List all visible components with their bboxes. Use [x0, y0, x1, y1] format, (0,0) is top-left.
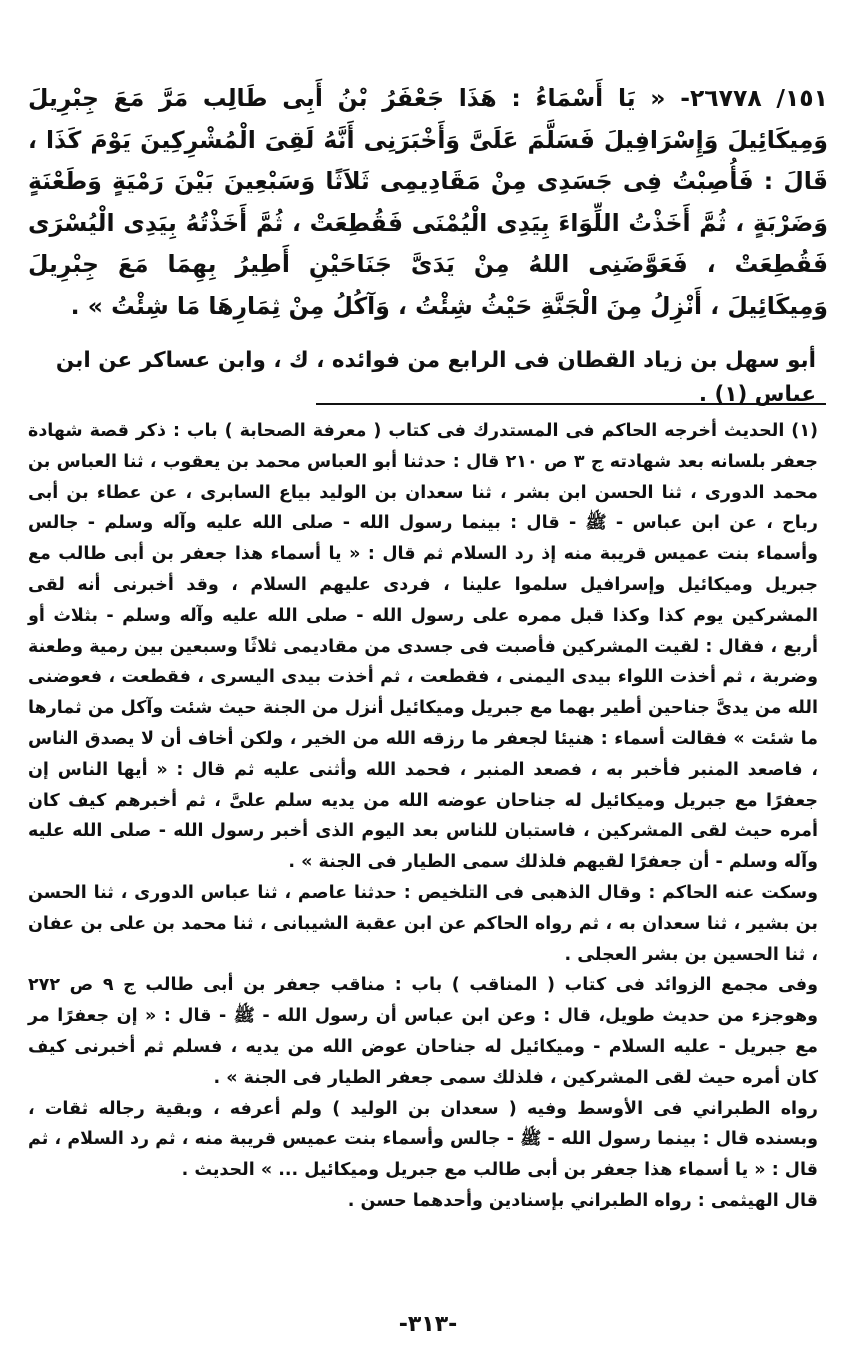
- footnote-paragraph: وفى مجمع الزوائد فى كتاب ( المناقب ) باب : مناقب جعفر بن أبى طالب ج ٩ ص ٢٧٢ وهوجزء من حديث طويل، قال : وعن ابن عباس أن رسول الله - ﷺ - قال : « إن جعفرًا مر مع جبريل - عليه السلام - وميكائيل له جناحان عوض الله من يديه ، فسلم ثم أخبرنى كيف كان أمره حيث لقى المشركين ، فلذلك سمى جعفر الطيار فى الجنة » .: [28, 975, 818, 1088]
- footnote-divider: [316, 403, 826, 405]
- footnote-paragraph: رواه الطبراني فى الأوسط وفيه ( سعدان بن الوليد ) ولم أعرفه ، وبقية رجاله ثقات ، وبسنده قال : بينما رسول الله - ﷺ - جالس وأسماء بنت عميس قريبة منه ، ثم رد السلام ، ثم قال : « يا أسماء هذا جعفر بن أبى طالب مع جبريل وميكائيل ... » الحديث .: [28, 1098, 818, 1181]
- page-number: -٣١٣-: [398, 1312, 458, 1337]
- hadith-paragraph: ١٥١/ ٢٦٧٧٨- « يَا أَسْمَاءُ : هَذَا جَعْفَرُ بْنُ أَبِى طَالِب مَرَّ مَعَ جِبْرِيلَ وَمِيكَائِيلَ وَإِسْرَافِيلَ فَسَلَّمَ عَلَىَّ وَأَخْبَرَنِى أَنَّهُ لَقِىَ الْمُشْرِكِينَ يَوْمَ كَذَا ، قَالَ : فَأُصِبْتُ فِى جَسَدِى مِنْ مَقَادِيمِى ثَلاَثًا وَسَبْعِينَ بَيْنَ رَمْيَةٍ وَطَعْنَةٍ وَضَرْبَةٍ ، ثُمَّ أَخَذْتُ اللِّوَاءَ بِيَدِى الْيُمْنَى فَقُطِعَتْ ، ثُمَّ أَخَذْتُهُ بِيَدِى الْيُسْرَى فَقُطِعَتْ ، فَعَوَّضَنِى اللهُ مِنْ يَدَىَّ جَنَاحَيْنِ أَطِيرُ بِهِمَا مَعَ جِبْرِيلَ وَمِيكَائِيلَ ، أَنْزِلُ مِنَ الْجَنَّةِ حَيْثُ شِئْتُ ، وَآكُلُ مِنْ ثِمَارِهَا مَا شِئْتُ » .: [28, 84, 828, 320]
- footnote-paragraph: (١) الحديث أخرجه الحاكم فى المستدرك فى كتاب ( معرفة الصحابة ) باب : ذكر قصة شهادة جعفر بلسانه بعد شهادته ج ٣ ص ٢١٠ قال : حدثنا أبو العباس محمد بن يعقوب ، ثنا العباس بن محمد الدورى ، ثنا الحسن ابن بشر ، ثنا سعدان بن الوليد بياع السابرى ، عن عطاء بن أبى رباح ، عن ابن عباس - ﷺ - قال : بينما رسول الله - صلى الله عليه وآله وسلم - جالس وأسماء بنت عميس قريبة منه إذ رد السلام ثم قال : « يا أسماء هذا جعفر بن أبى طالب مع جبريل وميكائيل وإسرافيل سلموا علينا ، فردى عليهم السلام ، وقد أخبرنى أنه لقى المشركين يوم كذا وكذا قبل ممره على رسول الله - صلى الله عليه وآله وسلم - بثلاث أو أربع ، فقال : لقيت المشركين فأصبت فى جسدى من مقاديمى ثلاثًا وسبعين بين رمية وطعنة وضربة ، ثم أخذت اللواء بيدى اليمنى ، فقطعت ، ثم أخذت بيدى اليسرى ، فقطعت ، فعوضنى الله من يدىَّ جناحين أطير بهما مع جبريل وميكائيل أنزل من الجنة حيث شئت وآكل من ثمارها ما شئت » فقالت أسماء : هنيئا لجعفر ما رزقه الله من الخير ، ولكن أخاف أن لا يصدق الناس ، فاصعد المنبر فأخبر به ، فصعد المنبر ، فحمد الله وأثنى عليه ثم قال : « أيها الناس إن جعفرًا مع جبريل وميكائيل له جناحان عوضه الله من يديه سلم علىَّ ، ثم أخبرهم كيف كان أمره حيث لقى المشركين ، فاستبان للناس بعد اليوم الذى أخبر رسول الله - صلى الله عليه وآله وسلم - أن جعفرًا لقيهم فلذلك سمى الطيار فى الجنة » .: [28, 421, 818, 873]
- footnote-paragraph: قال الهيثمى : رواه الطبراني بإسنادين وأحدهما حسن .: [347, 1190, 818, 1211]
- footnotes: [28, 416, 818, 1217]
- hadith-source-line: أبو سهل بن زياد القطان فى الرابع من فوائده ، ك ، وابن عساكر عن ابن عباس (١) .: [55, 348, 816, 407]
- hadith-main-text: [28, 78, 828, 327]
- footnote-paragraph: وسكت عنه الحاكم : وقال الذهبى فى التلخيص : حدثنا عاصم ، ثنا عباس الدورى ، ثنا الحسن بن بشير ، ثنا سعدان به ، ثم رواه الحاكم عن ابن عقبة الشيبانى ، ثنا محمد بن على بن عفان ، ثنا الحسين بن بشر العجلى .: [28, 882, 818, 965]
